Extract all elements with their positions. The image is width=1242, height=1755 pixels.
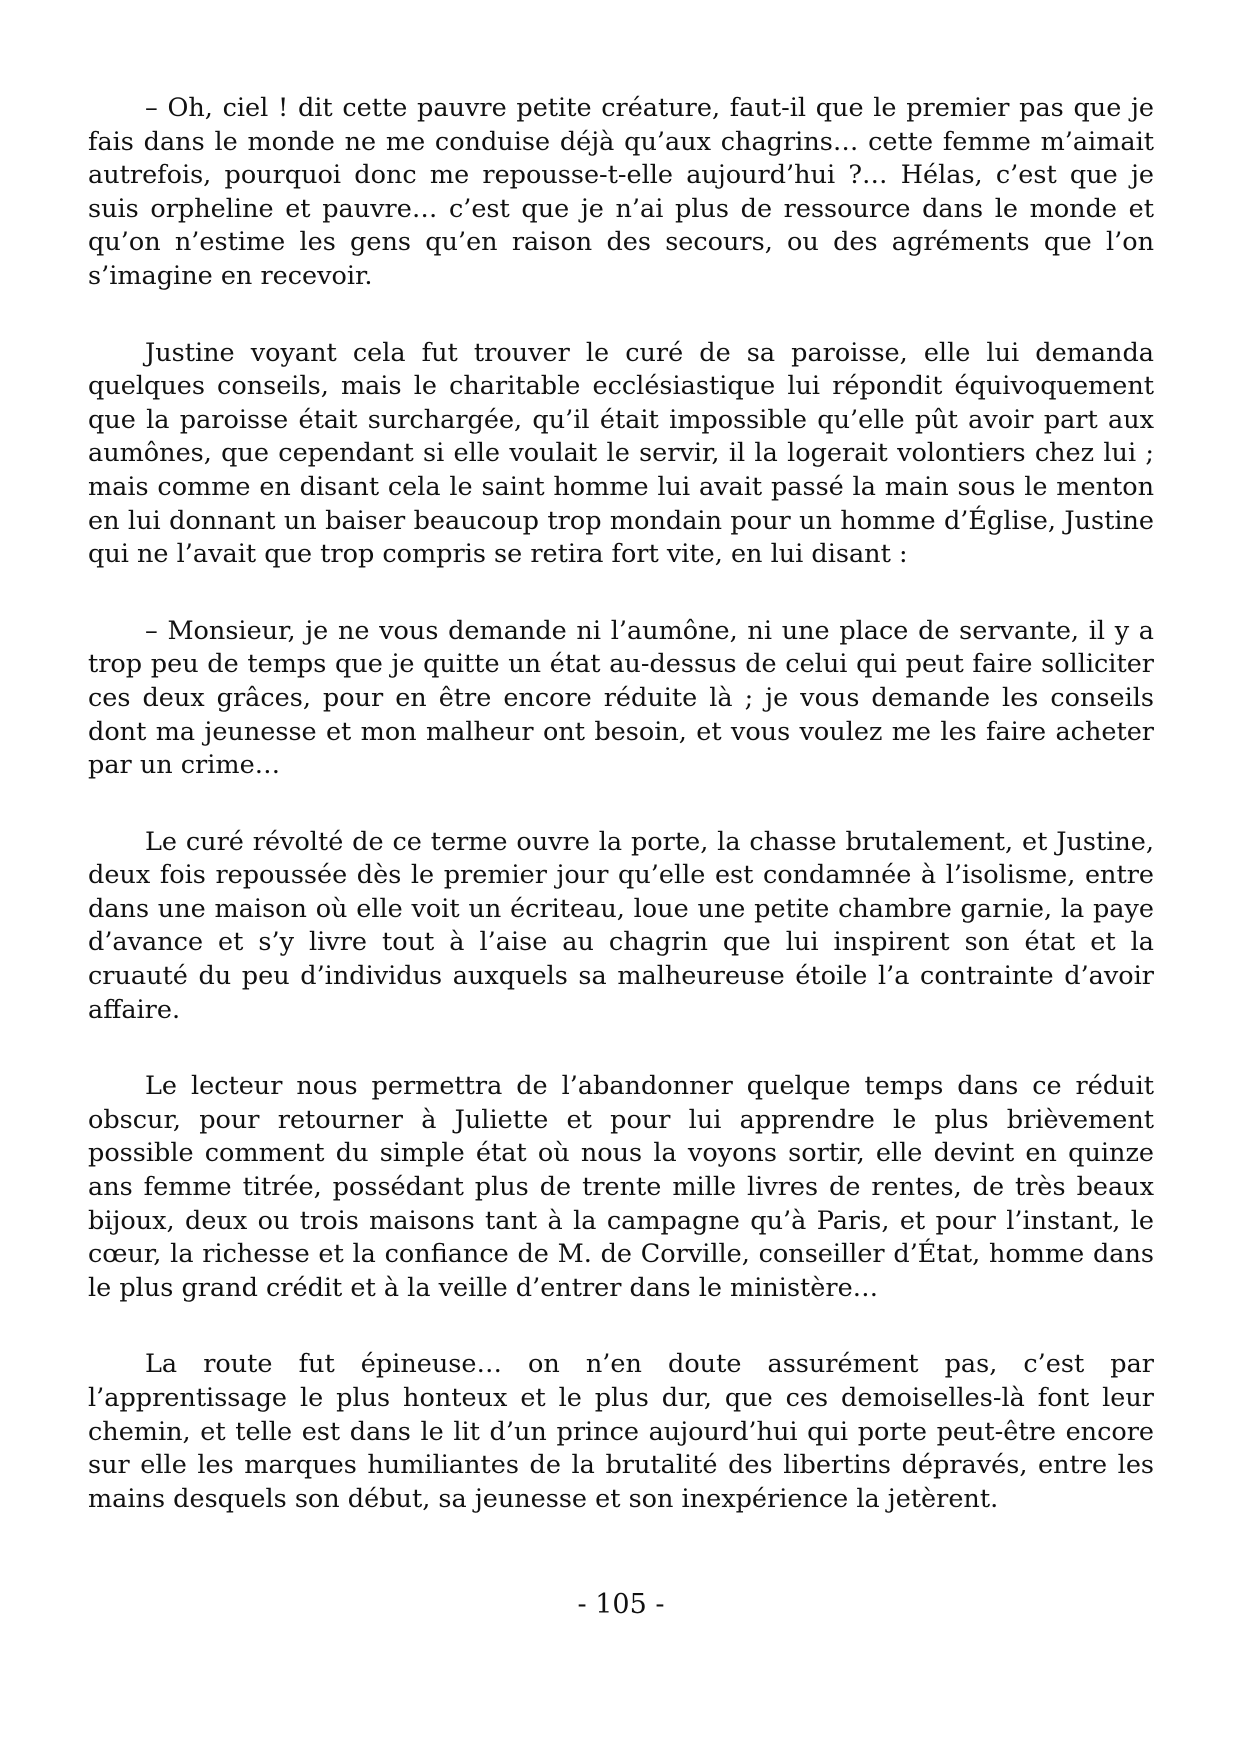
paragraph-2: Justine voyant cela fut trouver le curé de sa paroisse, elle lui demanda quelques conseils, mais le charitable ecclésiastique lui répondit équivoquement que la paroisse était surchargée, qu’il était impossible qu’elle pût avoir part aux aumônes, que cependant si elle voulait le servir, il la logerait volontiers chez lui ; mais comme en disant cela le saint homme lui avait passé la main sous le menton en lui donnant un baiser beaucoup trop mondain pour un homme d’Église, Justine qui ne l’avait que trop compris se retira fort vite, en lui disant : — [88, 337, 1154, 570]
page-number: - 105 - — [577, 1589, 665, 1620]
paragraph-5: Le lecteur nous permettra de l’abandonner quelque temps dans ce réduit obscur, pour retourner à Juliette et pour lui apprendre le plus brièvement possible comment du simple état où nous la voyons sortir, elle devint en quinze ans femme titrée, possédant plus de trente mille livres de rentes, de très beaux bijoux, deux ou trois maisons tant à la campagne qu’à Paris, et pour l’instant, le cœur, la richesse et la confiance de M. de Corville, conseiller d’État, homme dans le plus grand crédit et à la veille d’entrer dans le ministère… — [88, 1071, 1154, 1303]
paragraph-3: – Monsieur, je ne vous demande ni l’aumône, ni une place de servante, il y a trop peu de temps que je quitte un état au-dessus de celui qui peut faire solliciter ces deux grâces, pour en être encore réduite là ; je vous demande les conseils dont ma jeunesse et mon malheur ont besoin, et vous voulez me les faire acheter par un crime… — [88, 615, 1154, 781]
paragraph-1: – Oh, ciel ! dit cette pauvre petite créature, faut-il que le premier pas que je fais dans le monde ne me conduise déjà qu’aux chagrins… cette femme m’aimait autrefois, pourquoi donc me repousse-t-elle aujourd’hui ?… Hélas, c’est que je suis orpheline et pauvre… c’est que je n’ai plus de ressource dans le monde et qu’on n’estime les gens qu’en raison des secours, ou des agréments que l’on s’imagine en recevoir. — [88, 93, 1154, 291]
body-text — [88, 92, 1154, 1559]
paragraph-4: Le curé révolté de ce terme ouvre la porte, la chasse brutalement, et Justine, deux fois repoussée dès le premier jour qu’elle est condamnée à l’isolisme, entre dans une maison où elle voit un écriteau, loue une petite chambre garnie, la paye d’avance et s’y livre tout à l’aise au chagrin que lui inspirent son état et la cruauté du peu d’individus auxquels sa malheureuse étoile l’a contrainte d’avoir affaire. — [88, 826, 1154, 1025]
paragraph-6: La route fut épineuse… on n’en doute assurément pas, c’est par l’apprentissage le plus honteux et le plus dur, que ces demoiselles-là font leur chemin, et telle est dans le lit d’un prince aujourd’hui qui porte peut-être encore sur elle les marques humiliantes de la brutalité des libertins dépravés, entre les mains desquels son début, sa jeunesse et son inexpérience la jetèrent. — [88, 1349, 1154, 1514]
